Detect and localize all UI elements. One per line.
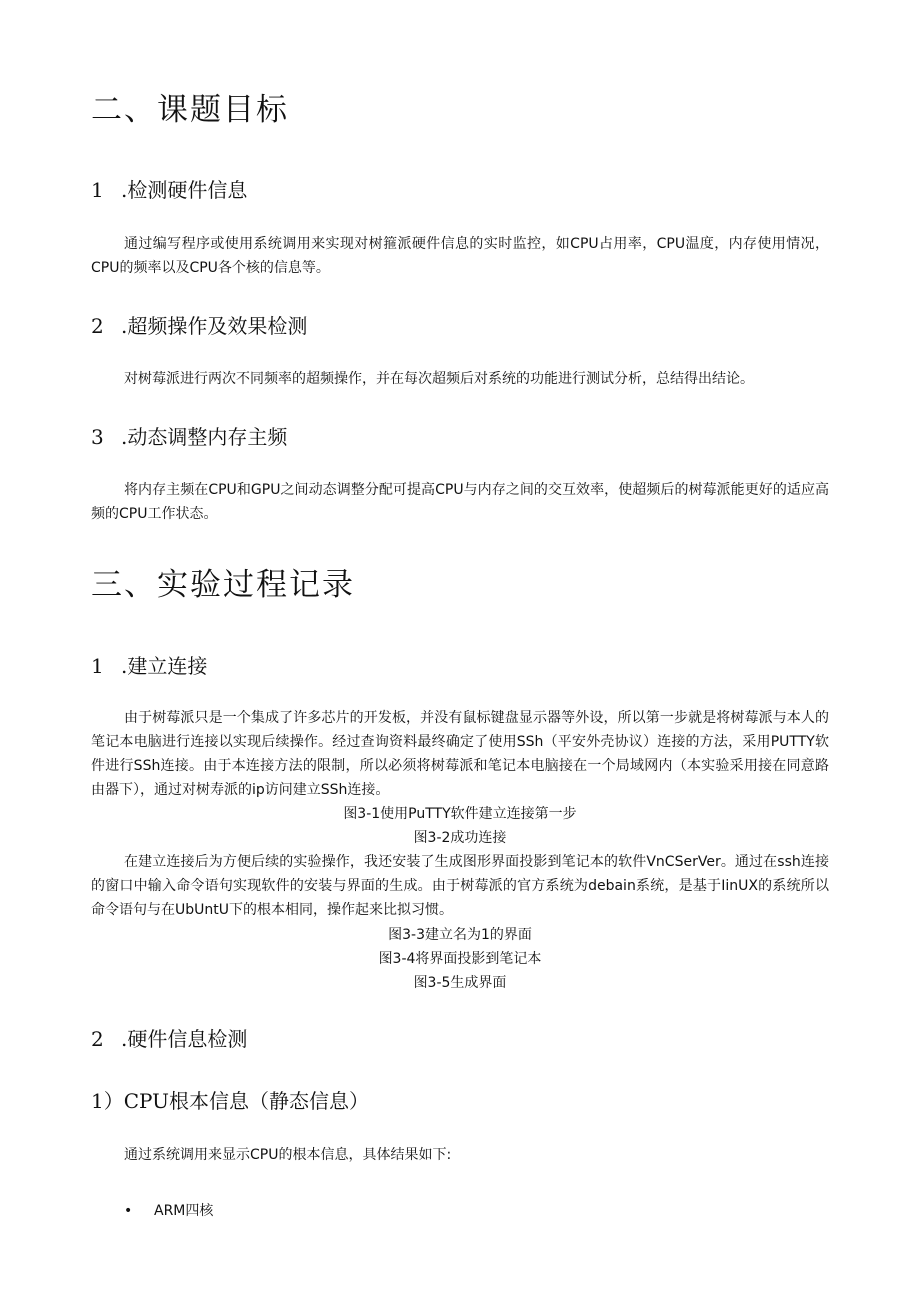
heading-number: 2 — [91, 1027, 104, 1051]
section-title-process: 三、实验过程记录 — [91, 567, 355, 603]
process-heading-2 — [91, 1025, 247, 1053]
cpu-info-heading: 1）CPU根本信息（静态信息） — [91, 1089, 369, 1113]
figure-caption-3-5: 图3-5生成界面 — [413, 975, 507, 991]
heading-number: 3 — [91, 425, 104, 449]
heading-text: .硬件信息检测 — [121, 1027, 248, 1051]
heading-text: .超频操作及效果检测 — [121, 314, 308, 338]
figure-caption-3-1: 图3-1使用PuTTY软件建立连接第一步 — [343, 806, 577, 822]
list-item — [124, 1199, 213, 1223]
goal-paragraph-3: 将内存主频在CPU和GPU之间动态调整分配可提高CPU与内存之间的交互效率，使超频后的树莓派能更好的适应高频的CPU工作状态。 — [91, 482, 829, 522]
heading-number: 1 — [91, 654, 104, 678]
goal-heading-2 — [91, 312, 307, 340]
heading-text: .动态调整内存主频 — [121, 425, 288, 449]
bullet-icon: • — [124, 1203, 133, 1219]
process-heading-1 — [91, 652, 207, 680]
cpu-info-paragraph: 通过系统调用来显示CPU的根本信息，具体结果如下: — [124, 1147, 452, 1163]
connection-paragraph-1: 由于树莓派只是一个集成了许多芯片的开发板，并没有鼠标键盘显示器等外设，所以第一步就是将树莓派与本人的笔记本电脑进行连接以实现后续操作。经过查询资料最终确定了使用SSh（平安外壳协议）连接的方法，采用PUTTY软件进行SSh连接。由于本连接方法的限制，所以必须将树莓派和笔记本电脑接在一个局域网内（本实验采用接在同意路由器下），通过对树寿派的ip访问建立SSh连接。 — [91, 710, 829, 798]
section-title-goals: 二、课题目标 — [91, 92, 289, 128]
figure-caption-3-3: 图3-3建立名为1的界面 — [388, 927, 532, 943]
list-item-text: ARM四核 — [154, 1203, 214, 1219]
heading-text: .建立连接 — [121, 654, 208, 678]
figure-caption-3-4: 图3-4将界面投影到笔记本 — [378, 951, 542, 967]
heading-number: 1 — [91, 178, 104, 202]
goal-paragraph-2: 对树莓派进行两次不同频率的超频操作，并在每次超频后对系统的功能进行测试分析，总结得出结论。 — [124, 371, 754, 387]
figure-caption-3-2: 图3-2成功连接 — [413, 830, 507, 846]
goal-heading-3 — [91, 423, 287, 451]
heading-text: .检测硬件信息 — [121, 178, 248, 202]
goal-heading-1 — [91, 176, 247, 204]
goal-paragraph-1: 通过编写程序或使用系统调用来实现对树箍派硬件信息的实时监控，如CPU占用率，CPU温度，内存使用情况，CPU的频率以及CPU各个核的信息等。 — [91, 236, 829, 276]
connection-paragraph-2: 在建立连接后为方便后续的实验操作，我还安装了生成图形界面投影到笔记本的软件VnCSerVer。通过在ssh连接的窗口中输入命令语句实现软件的安装与界面的生成。由于树莓派的官方系统为debain系统，是基于IinUX的系统所以命令语句与在UbUntU下的根本相同，操作起来比拟习惯。 — [91, 854, 829, 918]
heading-number: 2 — [91, 314, 104, 338]
